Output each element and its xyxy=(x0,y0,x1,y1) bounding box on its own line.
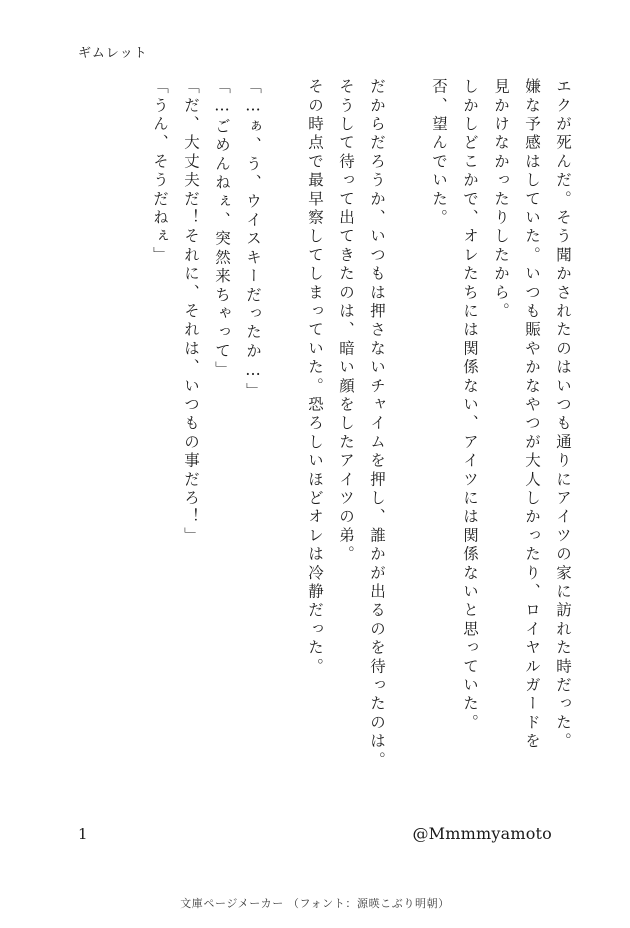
text-column: 否、望んでいた。 xyxy=(430,78,448,228)
text-column: 「うん、そうだねぇ」 xyxy=(151,78,169,265)
text-column: 「…ごめんねぇ、突然来ちゃって」 xyxy=(213,78,231,380)
text-column: しかしどこかで、オレたちには関係ない、アイツには関係ないと思っていた。 xyxy=(461,78,479,733)
text-column: だからだろうか、いつもは押さないチャイムを押し、誰かが出るのを待ったのは。 xyxy=(368,78,386,770)
text-column: そうして待って出てきたのは、暗い顔をしたアイツの弟。 xyxy=(337,78,355,565)
text-column: 見かけなかったりしたから。 xyxy=(492,78,510,322)
text-column: 「…ぁ、う、ウイスキーだったか…」 xyxy=(244,78,262,401)
page-header-title: ギムレット xyxy=(78,46,148,61)
author-handle: @Mmmmyamoto xyxy=(412,824,552,843)
text-column: その時点で最早察してしまっていた。恐ろしいほどオレは冷静だった。 xyxy=(306,78,324,677)
vertical-text-body xyxy=(62,78,570,778)
generator-credit: 文庫ページメーカー （フォント：源暎こぶり明朝） xyxy=(180,897,450,910)
text-column-blank xyxy=(384,78,415,778)
text-column: 「だ、大丈夫だ！それに、それは、いつもの事だろ！」 xyxy=(182,78,200,546)
page-footer xyxy=(78,824,552,846)
page-number: 1 xyxy=(78,825,88,843)
text-column-blank xyxy=(260,78,291,778)
text-column: エクが死んだ。そう聞かされたのはいつも通りにアイツの家に訪れた時だった。 xyxy=(554,78,572,752)
text-column: 嫌な予感はしていた。いつも賑やかなやつが大人しかったり、ロイヤルガードを xyxy=(523,78,541,752)
